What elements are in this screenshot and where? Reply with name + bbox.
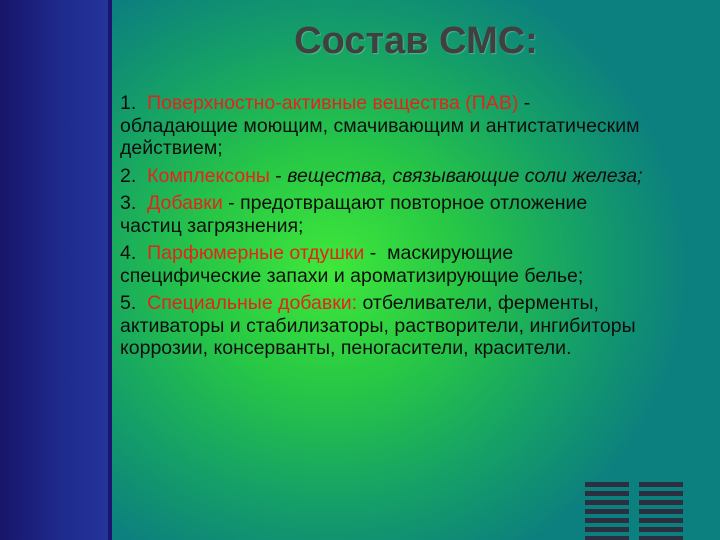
striped-bars-logo-icon — [585, 478, 683, 540]
logo-bars-left — [585, 478, 629, 540]
content-list — [120, 92, 650, 365]
logo-bars-right — [639, 478, 683, 540]
left-color-band — [0, 0, 108, 540]
list-item — [120, 165, 650, 188]
slide-title: Состав СМС: — [294, 20, 538, 62]
item-number: 2. — [120, 164, 137, 187]
item-number: 3. — [120, 192, 137, 214]
item-term: Специальные добавки: — [147, 292, 358, 314]
item-separator: - — [222, 192, 241, 214]
item-description: предотвращают повторное отложение частиц загрязнения; — [120, 192, 588, 237]
item-description: отбеливатели, ферменты, активаторы и стабилизаторы, растворители, ингибиторы коррозии, консерванты, пеногасители, красители. — [120, 292, 636, 359]
left-band-edge — [108, 0, 112, 540]
item-term: Парфюмерные отдушки — [147, 242, 365, 264]
list-item — [120, 242, 650, 287]
item-number: 1. — [120, 92, 137, 114]
item-separator: - — [269, 164, 288, 187]
item-term: Комплексоны — [147, 164, 270, 187]
item-number: 4. — [120, 242, 137, 264]
item-term: Поверхностно-активные вещества (ПАВ) — [147, 92, 519, 114]
list-item — [120, 192, 650, 237]
item-description: обладающие моющим, смачивающим и антистатическим действием; — [120, 114, 640, 159]
list-item — [120, 292, 650, 360]
list-item — [120, 92, 650, 160]
item-separator: - — [518, 92, 531, 114]
item-number: 5. — [120, 292, 137, 314]
item-description: маскирующие специфические запахи и ароматизирующие белье; — [120, 242, 584, 287]
item-separator: - — [364, 242, 388, 264]
item-term: Добавки — [147, 192, 223, 214]
item-description-italic: вещества, связывающие соли железа; — [287, 164, 643, 187]
